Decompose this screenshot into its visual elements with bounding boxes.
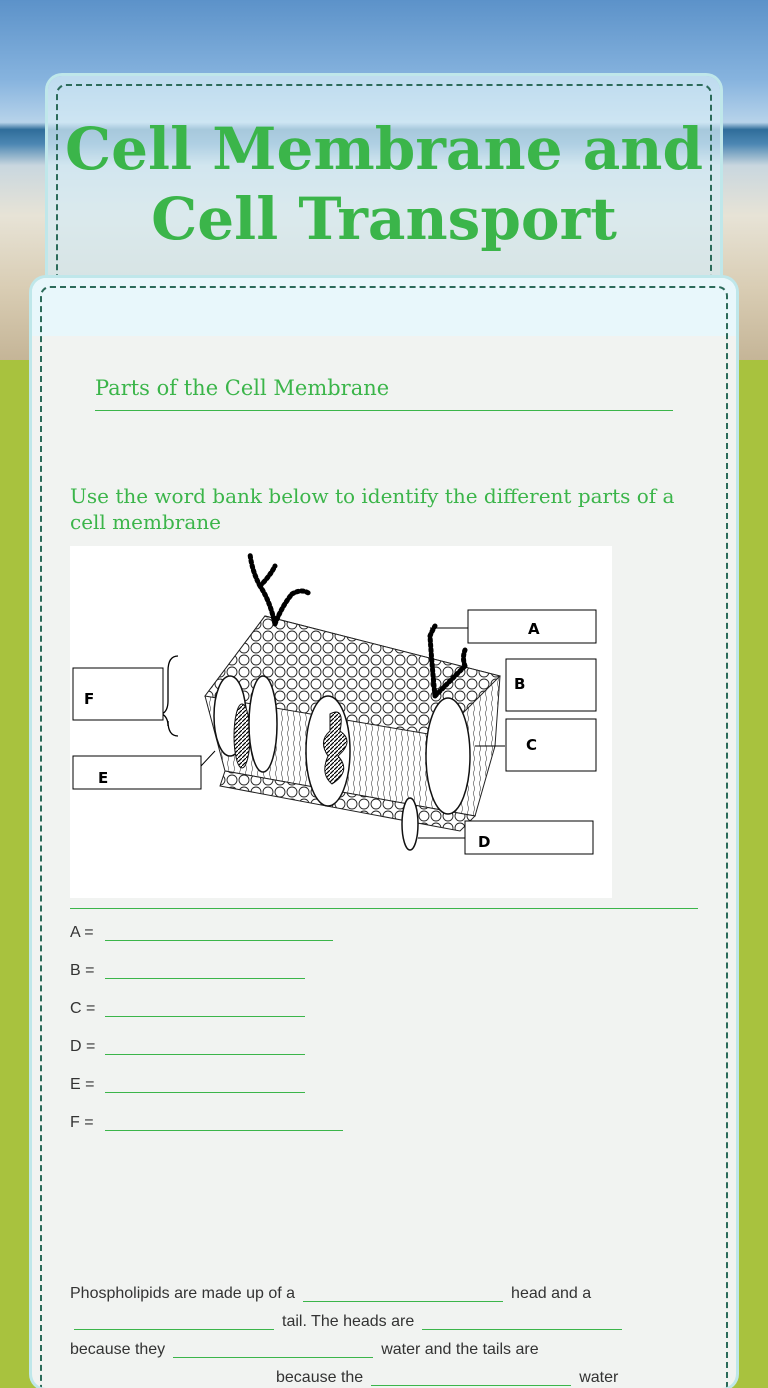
- para-blank-1[interactable]: [303, 1285, 503, 1302]
- diagram-label-f: F: [84, 690, 95, 708]
- para-text: tail. The heads are: [282, 1313, 415, 1330]
- diagram-label-e: E: [98, 769, 109, 787]
- cell-membrane-diagram: [70, 546, 612, 898]
- divider: [70, 908, 698, 909]
- answer-label: D =: [70, 1038, 96, 1055]
- para-blank-5[interactable]: [371, 1369, 571, 1386]
- para-text: head and a: [511, 1285, 592, 1302]
- answer-row-f: [70, 1114, 105, 1144]
- section-title: Parts of the Cell Membrane: [95, 376, 673, 411]
- header-card: [48, 76, 720, 296]
- answer-row-c: [70, 1000, 105, 1030]
- answer-blank-e[interactable]: [105, 1092, 305, 1093]
- answer-row-e: [70, 1076, 105, 1106]
- para-text: water and the tails are: [381, 1341, 539, 1358]
- para-text: because the: [276, 1369, 364, 1386]
- answer-label: C =: [70, 1000, 96, 1017]
- fill-in-paragraph: [70, 1280, 670, 1388]
- answer-blank-b[interactable]: [105, 978, 305, 979]
- para-blank-2[interactable]: [74, 1313, 274, 1330]
- content-card: [32, 278, 736, 1388]
- answer-blank-c[interactable]: [105, 1016, 305, 1017]
- diagram-label-c: C: [526, 736, 538, 754]
- diagram-label-d: D: [478, 833, 491, 851]
- answer-row-d: [70, 1038, 105, 1068]
- answer-label: E =: [70, 1076, 95, 1093]
- diagram-label-b: B: [514, 675, 526, 693]
- page-title: Cell Membrane and Cell Transport: [64, 115, 704, 253]
- para-blank-3[interactable]: [422, 1313, 622, 1330]
- answer-label: B =: [70, 962, 95, 979]
- answer-row-b: [70, 962, 105, 992]
- answer-blank-a[interactable]: [105, 940, 333, 941]
- answer-blank-f[interactable]: [105, 1130, 343, 1131]
- para-text: because they: [70, 1341, 166, 1358]
- diagram-label-a: A: [528, 620, 540, 638]
- para-blank-4[interactable]: [173, 1341, 373, 1358]
- para-text: water: [579, 1369, 619, 1386]
- answer-row-a: [70, 924, 105, 954]
- answer-blank-d[interactable]: [105, 1054, 305, 1055]
- para-text: Phospholipids are made up of a: [70, 1285, 296, 1302]
- answer-label: A =: [70, 924, 94, 941]
- instruction-text: Use the word bank below to identify the different parts of a cell membrane: [70, 484, 675, 534]
- answer-label: F =: [70, 1114, 94, 1131]
